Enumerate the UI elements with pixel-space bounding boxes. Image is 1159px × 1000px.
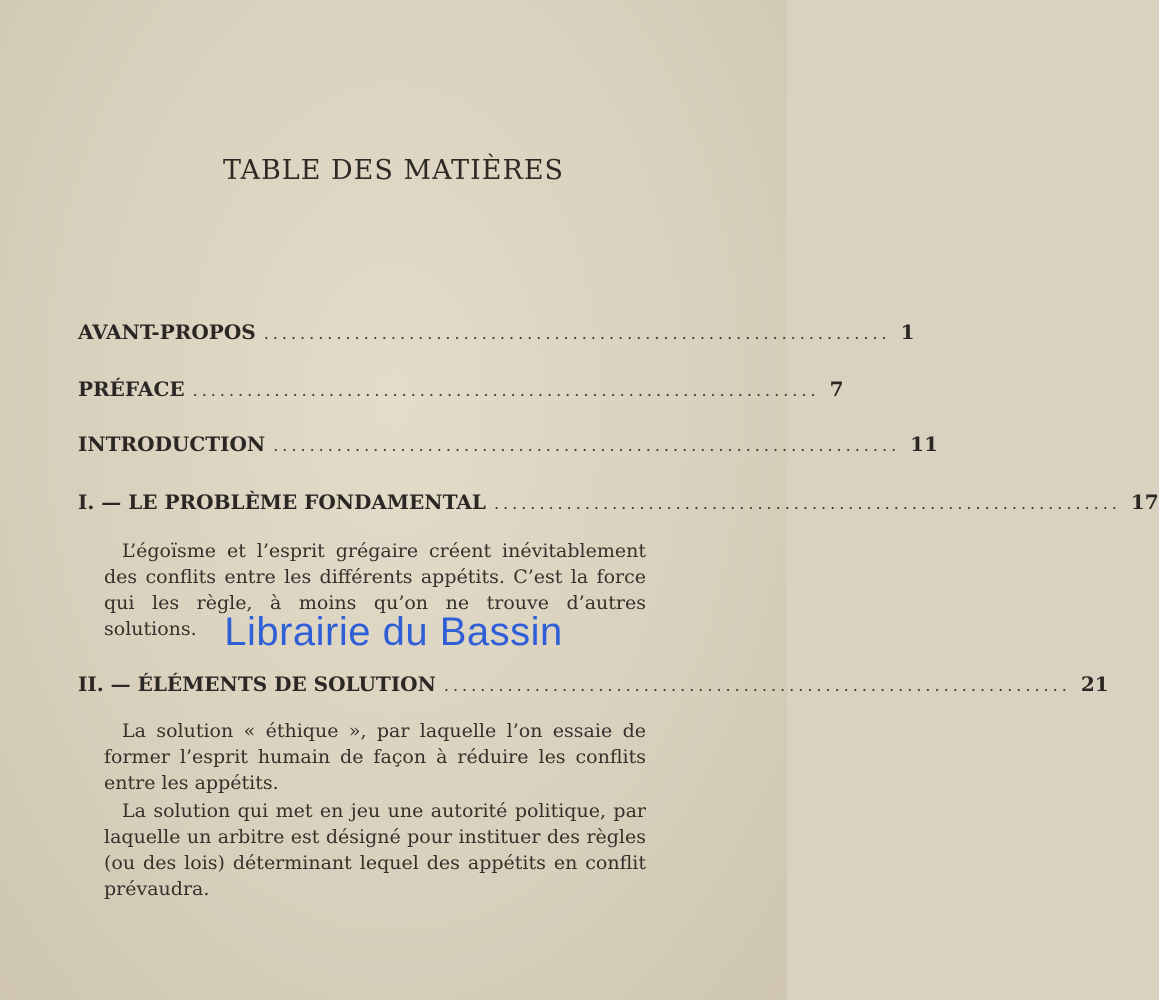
toc-entry-chapter-1 bbox=[78, 490, 1159, 520]
chapter-1-summary: L’égoïsme et l’esprit grégaire créent inévitablement des conflits entre les différents appétits. C’est la force qui les règle, à moins qu’on ne trouve d’autres solutions. bbox=[104, 540, 646, 640]
toc-page-number: 11 bbox=[910, 432, 938, 456]
toc-leader-dots: ..................................................................... bbox=[273, 436, 901, 455]
toc-entry-avant-propos bbox=[78, 320, 915, 350]
toc-entry-chapter-2 bbox=[78, 672, 1109, 702]
toc-label: AVANT-PROPOS bbox=[78, 320, 256, 344]
chapter-2-summary-politics: La solution qui met en jeu une autorité politique, par laquelle un arbitre est désigné pour instituer des règles (ou des lois) déterminant lequel des appétits en conflit prévaudra. bbox=[104, 800, 646, 900]
toc-leader-dots: ..................................................................... bbox=[192, 381, 820, 400]
toc-page-number: 21 bbox=[1080, 672, 1109, 696]
toc-entry-preface bbox=[78, 377, 844, 407]
toc-entry-introduction bbox=[78, 432, 938, 462]
toc-page-number: 1 bbox=[900, 320, 915, 344]
toc-label: I. — LE PROBLÈME FONDAMENTAL bbox=[78, 490, 486, 514]
toc-page-number: 7 bbox=[829, 377, 844, 401]
toc-page-number: 17 bbox=[1130, 490, 1159, 514]
page-title: TABLE DES MATIÈRES bbox=[222, 155, 565, 186]
bookseller-watermark: Librairie du Bassin bbox=[224, 610, 563, 654]
toc-leader-dots: ..................................................................... bbox=[263, 324, 891, 343]
chapter-2-summary-ethics: La solution « éthique », par laquelle l’on essaie de former l’esprit humain de façon à réduire les conflits entre les appétits. bbox=[104, 720, 646, 794]
toc-label: INTRODUCTION bbox=[78, 432, 266, 456]
toc-leader-dots: ..................................................................... bbox=[493, 494, 1121, 513]
toc-label: II. — ÉLÉMENTS DE SOLUTION bbox=[78, 672, 436, 696]
toc-leader-dots: ..................................................................... bbox=[443, 676, 1071, 695]
toc-label: PRÉFACE bbox=[78, 377, 185, 401]
